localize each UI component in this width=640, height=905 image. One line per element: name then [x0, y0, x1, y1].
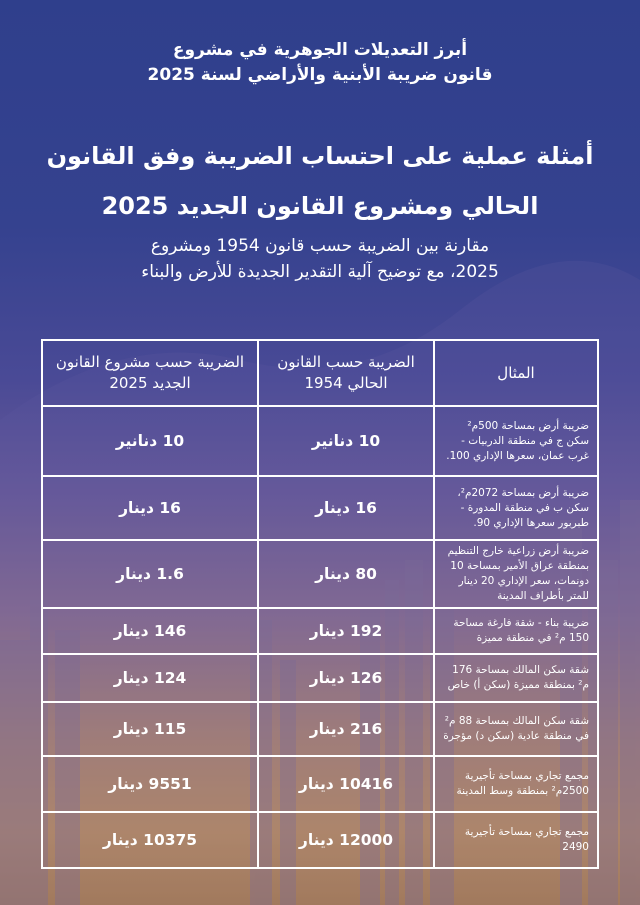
header-current-law: الضريبة حسب القانون الحالي 1954	[258, 340, 434, 406]
example-cell: مجمع تجاري بمساحة تأجيرية 2500م² بمنطقة وسط المدينة	[434, 756, 598, 812]
new-tax-cell: 146 دينار	[42, 608, 258, 654]
current-tax-cell: 216 دينار	[258, 702, 434, 756]
header-new-law: الضريبة حسب مشروع القانون الجديد 2025	[42, 340, 258, 406]
table-row	[42, 812, 598, 868]
example-cell: ضريبة أرض زراعية خارج التنظيم بمنطقة عراق الأمير بمساحة 10 دونمات، سعر الإداري 20 دينار للمتر بأطراف المدينة	[434, 540, 598, 608]
subtitle-line-2: قانون ضريبة الأبنية والأراضي لسنة 2025	[147, 65, 493, 85]
current-tax-cell: 12000 دينار	[258, 812, 434, 868]
table-row	[42, 608, 598, 654]
new-tax-cell: 9551 دينار	[42, 756, 258, 812]
current-tax-cell: 10 دنانير	[258, 406, 434, 476]
table-row	[42, 654, 598, 702]
example-cell: شقة سكن المالك بمساحة 176 م² بمنطقة مميزة (سكن أ) خاص	[434, 654, 598, 702]
comparison-table-container	[43, 339, 599, 867]
new-tax-cell: 16 دينار	[42, 476, 258, 540]
description-line-2: 2025، مع توضيح آلية التقدير الجديدة للأرض والبناء	[141, 262, 499, 282]
main-title-line-2: الحالي ومشروع القانون الجديد 2025	[101, 192, 539, 220]
new-tax-cell: 115 دينار	[42, 702, 258, 756]
table-row	[42, 540, 598, 608]
current-tax-cell: 80 دينار	[258, 540, 434, 608]
description-line-1: مقارنة بين الضريبة حسب قانون 1954 ومشروع	[150, 236, 490, 256]
new-tax-cell: 1.6 دينار	[42, 540, 258, 608]
table-header-row	[42, 340, 598, 406]
current-tax-cell: 10416 دينار	[258, 756, 434, 812]
table-row	[42, 702, 598, 756]
example-cell: ضريبة أرض بمساحة 2072م²، سكن ب في منطقة المدورة - طبربور سعرها الإداري 90.	[434, 476, 598, 540]
example-cell: ضريبة أرض بمساحة 500م² سكن ج في منطقة الدربيات - غرب عمان، سعرها الإداري 100.	[434, 406, 598, 476]
header-example: المثال	[434, 340, 598, 406]
example-cell: شقة سكن المالك بمساحة 88 م² في منطقة عادية (سكن د) مؤجرة	[434, 702, 598, 756]
current-tax-cell: 16 دينار	[258, 476, 434, 540]
table-row	[42, 756, 598, 812]
subtitle-line-1: أبرز التعديلات الجوهرية في مشروع	[172, 40, 468, 60]
example-cell: مجمع تجاري بمساحة تأجيرية 2490	[434, 812, 598, 868]
current-tax-cell: 192 دينار	[258, 608, 434, 654]
table-row	[42, 476, 598, 540]
new-tax-cell: 10 دنانير	[42, 406, 258, 476]
comparison-table	[41, 339, 599, 869]
current-tax-cell: 126 دينار	[258, 654, 434, 702]
new-tax-cell: 124 دينار	[42, 654, 258, 702]
example-cell: ضريبة بناء - شقة فارغة مساحة 150 م² في منطقة مميزة	[434, 608, 598, 654]
table-row	[42, 406, 598, 476]
main-title-line-1: أمثلة عملية على احتساب الضريبة وفق القانون	[46, 142, 594, 170]
new-tax-cell: 10375 دينار	[42, 812, 258, 868]
